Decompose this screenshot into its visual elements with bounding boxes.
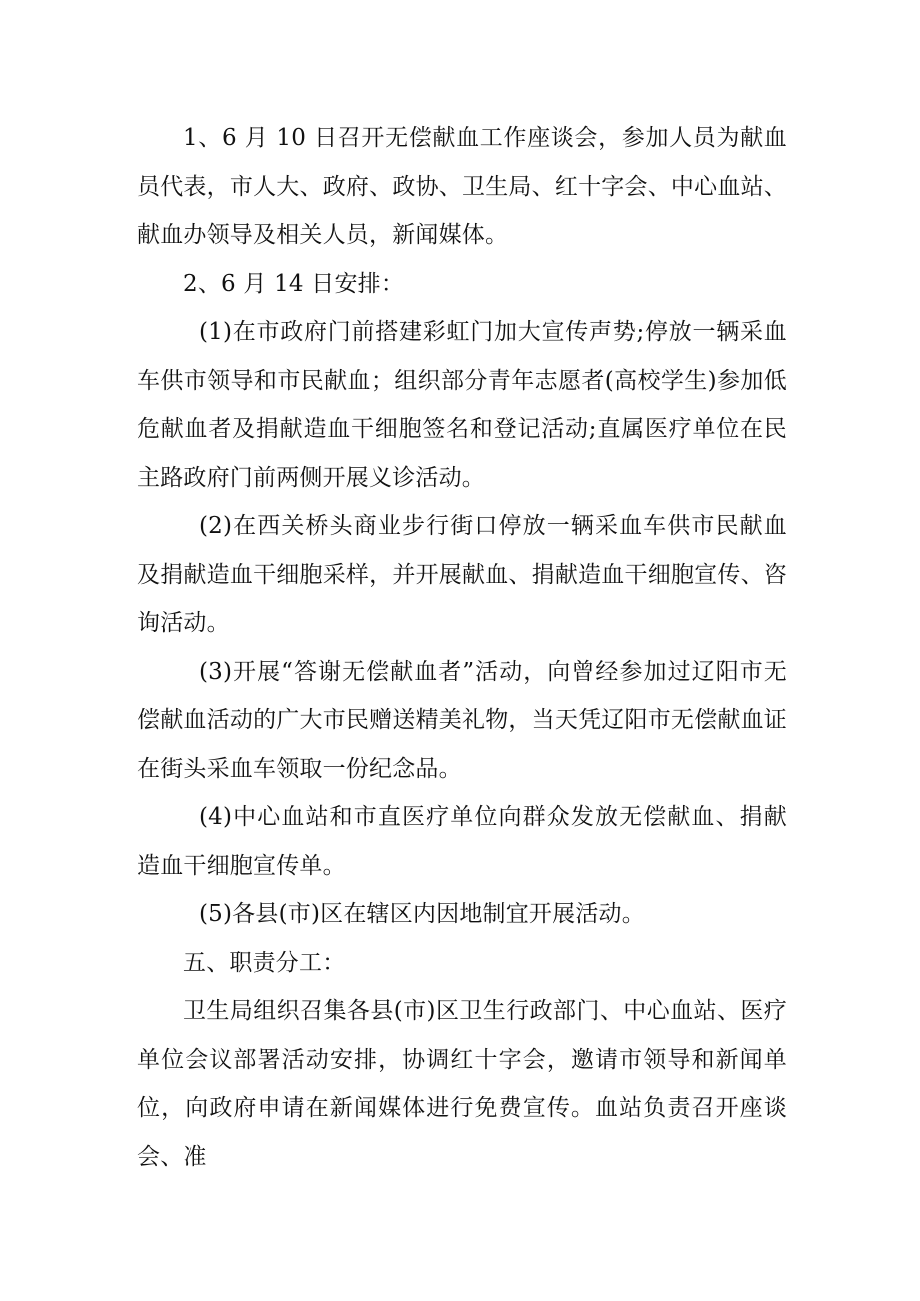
document-body	[137, 114, 787, 1181]
paragraph-item-2-arrangements: 2、6 月 14 日安排：	[183, 270, 405, 297]
paragraph-sub-5-counties: (5)各县(市)区在辖区内因地制宜开展活动。	[199, 901, 645, 927]
paragraph-health-bureau-duties: 卫生局组织召集各县(市)区卫生行政部门、中心血站、医疗单位会议部署活动安排，协调红十字会，邀请市领导和新闻单位，向政府申请在新闻媒体进行免费宣传。血站负责召开座谈会、准	[137, 998, 787, 1170]
section-heading-responsibilities: 五、职责分工：	[183, 949, 346, 976]
paragraph-sub-1-rainbow-gate: (1)在市政府门前搭建彩虹门加大宣传声势;停放一辆采血车供市领导和市民献血；组织部分青年志愿者(高校学生)参加低危献血者及捐献造血干细胞签名和登记活动;直属医疗单位在民主路政府门前两侧开展义诊活动。	[137, 319, 787, 491]
paragraph-sub-2-pedestrian-street: (2)在西关桥头商业步行街口停放一辆采血车供市民献血及捐献造血干细胞采样，并开展献血、捐献造血干细胞宣传、咨询活动。	[137, 513, 787, 636]
paragraph-sub-3-thanks-donors: (3)开展“答谢无偿献血者”活动，向曾经参加过辽阳市无偿献血活动的广大市民赠送精美礼物，当天凭辽阳市无偿献血证在街头采血车领取一份纪念品。	[137, 658, 787, 782]
paragraph-sub-4-leaflets: (4)中心血站和市直医疗单位向群众发放无偿献血、捐献造血干细胞宣传单。	[137, 804, 787, 879]
paragraph-item-1-forum: 1、6 月 10 日召开无偿献血工作座谈会，参加人员为献血员代表，市人大、政府、政协、卫生局、红十字会、中心血站、献血办领导及相关人员，新闻媒体。	[137, 125, 787, 248]
